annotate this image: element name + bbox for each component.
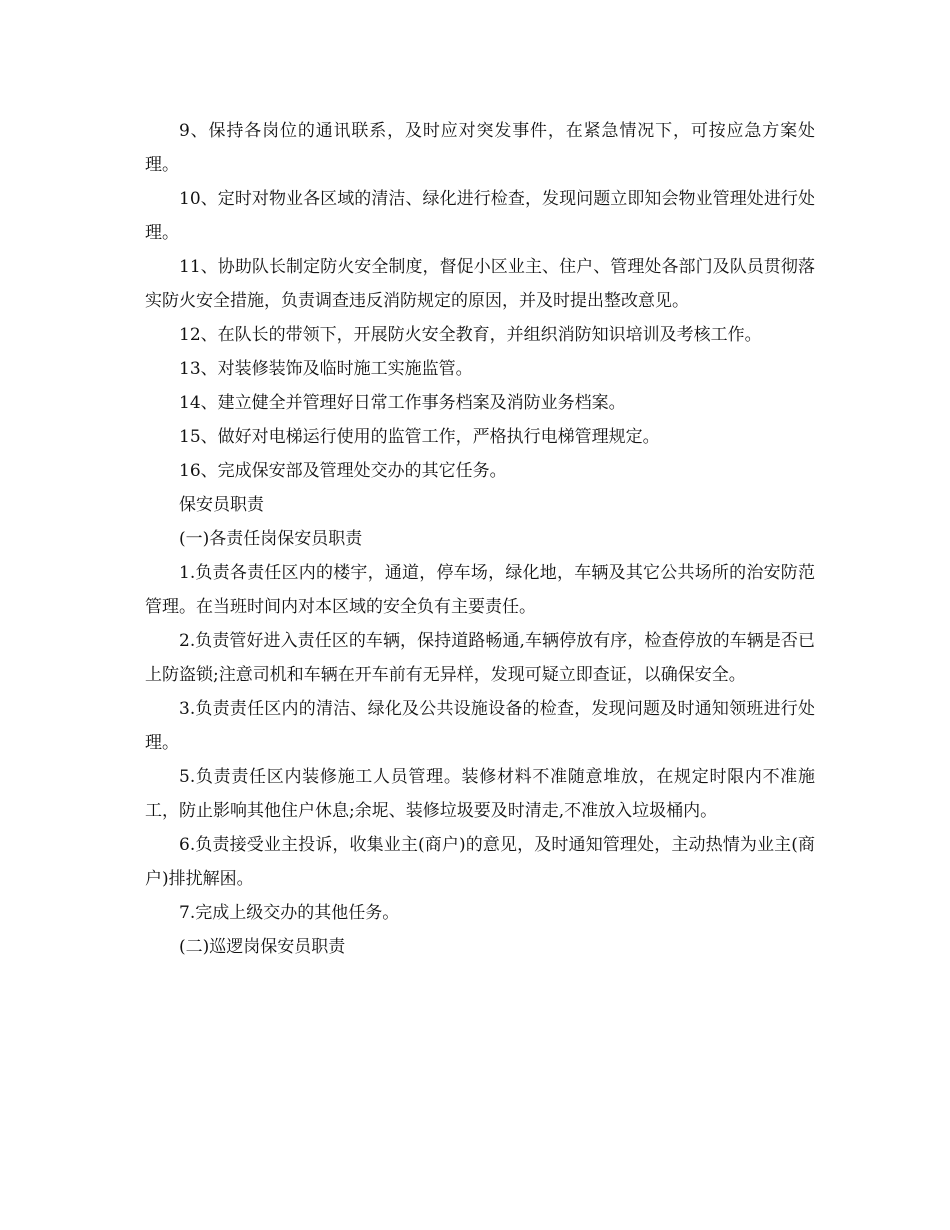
section-heading-guard-duties: 保安员职责 [179,495,264,515]
document-body [145,114,815,964]
paragraph-item-14: 14、建立健全并管理好日常工作事务档案及消防业务档案。 [179,393,626,413]
subsection-heading-post-guard: (一)各责任岗保安员职责 [179,529,363,549]
duty-item-5: 5.负责责任区内装修施工人员管理。装修材料不准随意堆放，在规定时限内不准施工，防止影响其他住户休息;余坭、装修垃圾要及时清走,不准放入垃圾桶内。 [145,767,815,821]
paragraph-item-10: 10、定时对物业各区域的清洁、绿化进行检查，发现问题立即知会物业管理处进行处理。 [145,189,815,243]
paragraph-item-9: 9、保持各岗位的通讯联系，及时应对突发事件，在紧急情况下，可按应急方案处理。 [145,121,815,175]
duty-item-6: 6.负责接受业主投诉，收集业主(商户)的意见，及时通知管理处，主动热情为业主(商户)排扰解困。 [145,835,815,889]
duty-item-3: 3.负责责任区内的清洁、绿化及公共设施设备的检查，发现问题及时通知领班进行处理。 [145,699,815,753]
duty-item-1: 1.负责各责任区内的楼宇，通道，停车场，绿化地，车辆及其它公共场所的治安防范管理。在当班时间内对本区域的安全负有主要责任。 [145,563,815,617]
duty-item-7: 7.完成上级交办的其他任务。 [179,903,400,923]
paragraph-item-12: 12、在队长的带领下，开展防火安全教育，并组织消防知识培训及考核工作。 [179,325,762,345]
paragraph-item-15: 15、做好对电梯运行使用的监管工作，严格执行电梯管理规定。 [179,427,660,447]
paragraph-item-11: 11、协助队长制定防火安全制度，督促小区业主、住户、管理处各部门及队员贯彻落实防火安全措施，负责调查违反消防规定的原因，并及时提出整改意见。 [145,257,815,311]
paragraph-item-13: 13、对装修装饰及临时施工实施监管。 [179,359,473,379]
paragraph-item-16: 16、完成保安部及管理处交办的其它任务。 [179,461,507,481]
subsection-heading-patrol-guard: (二)巡逻岗保安员职责 [179,937,346,957]
duty-item-2: 2.负责管好进入责任区的车辆，保持道路畅通,车辆停放有序，检查停放的车辆是否已上防盗锁;注意司机和车辆在开车前有无异样，发现可疑立即查证，以确保安全。 [145,631,815,685]
